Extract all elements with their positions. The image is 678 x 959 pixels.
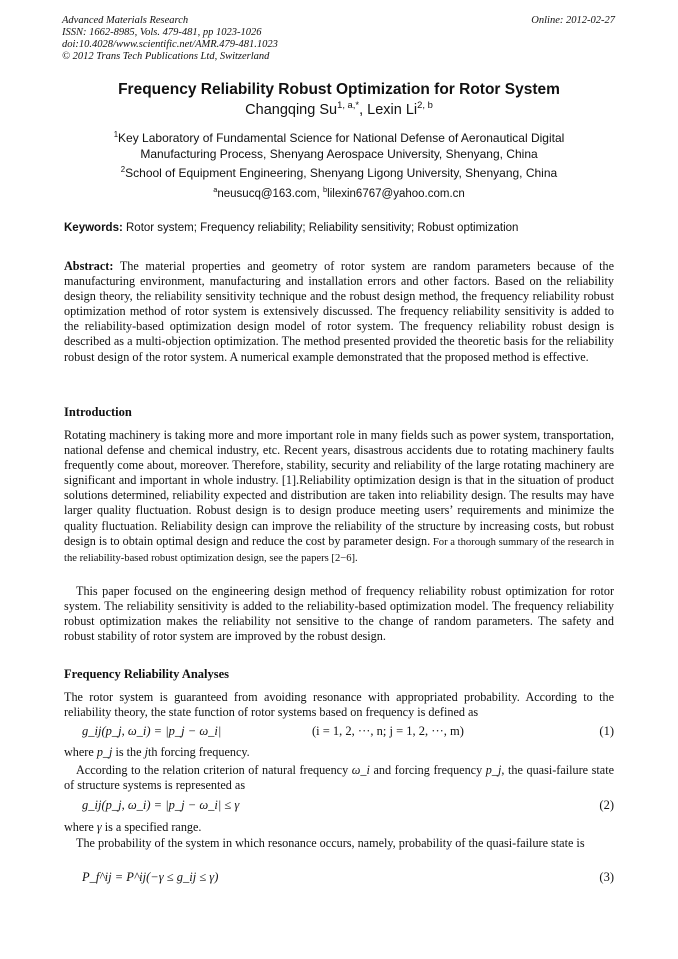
issn-line: ISSN: 1662-8985, Vols. 479-481, pp 1023-1026	[62, 27, 262, 38]
author-1: Changqing Su	[245, 102, 338, 118]
p2-natural-frequency: ω_i	[351, 763, 370, 777]
journal-name: Advanced Materials Research	[62, 15, 189, 26]
affiliation-1-number: 1	[113, 130, 119, 139]
equation-3	[64, 870, 614, 888]
equation-3-number: (3)	[599, 870, 614, 884]
email-b: lilexin6767@yahoo.com.cn	[327, 188, 465, 200]
paper-title: Frequency Reliability Robust Optimization for Rotor System	[118, 81, 560, 98]
intro-paragraph-2: This paper focused on the engineering design method of frequency reliability robust optimization for rotor system. The reliability sensitivity is added to the reliability-based optimization model. The frequency reliability robust optimization makes the reliability not sensitive to the change of random parameters. The safety and robust stability of rotor system are improved by the robust design.	[64, 584, 614, 644]
keywords	[64, 222, 616, 234]
frequency-heading: Frequency Reliability Analyses	[64, 667, 230, 681]
where-2	[64, 820, 614, 835]
p2-forcing-frequency: p_j	[485, 763, 502, 777]
p2-text-a: According to the relation criterion of natural frequency	[76, 763, 352, 777]
where-1-j: j	[144, 745, 148, 759]
abstract-label: Abstract:	[64, 259, 114, 273]
equation-2-number: (2)	[599, 798, 614, 812]
affiliation-2-number: 2	[120, 165, 126, 174]
online-date: Online: 2012-02-27	[531, 15, 615, 26]
intro-p1-small-text: For a thorough summary of the research in the reliability-based robust optimization design, see the papers [2−6].	[64, 536, 614, 564]
intro-p1-text: Rotating machinery is taking more and more important role in many fields such as power system, transportation, national defense and chemical industry, etc. Recent years, disastrous accidents due to rotating machinery faults frequently come about, moreover. Therefore, stability, security and reliability of the large rotating machinery are significant and important in whole industry. [1].Reliability optimization design is that in the situation of product solutions determined, reliability expected and distribution are taken into reliability design. The results may have larger quality fluctuation. Robust design is to design produce meeting users’ requirements and minimize the quality fluctuation. Reliability design can improve the reliability of the structure by increasing costs, but robust design is to obtain optimal design and reduce the cost by parameter design.	[64, 428, 614, 548]
introduction-heading: Introduction	[64, 405, 132, 419]
author-1-affil: 1, a,*	[337, 99, 360, 111]
intro-paragraph-1	[64, 428, 614, 566]
frequency-paragraph-2	[64, 763, 614, 793]
doi-line: doi:10.4028/www.scientific.net/AMR.479-481.1023	[62, 39, 278, 50]
keywords-label: Keywords:	[64, 222, 123, 234]
p2-text-b: and forcing frequency	[369, 763, 486, 777]
frequency-paragraph-3: The probability of the system in which resonance occurs, namely, probability of the quasi-failure state is	[76, 836, 585, 850]
keywords-text: Rotor system; Frequency reliability; Reliability sensitivity; Robust optimization	[122, 222, 519, 234]
email-line	[0, 185, 678, 200]
author-2-affil: 2, b	[417, 99, 433, 111]
affiliation-1-line2: Manufacturing Process, Shenyang Aerospace University, Shenyang, China	[140, 147, 538, 161]
abstract	[64, 259, 614, 365]
equation-1-condition: (i = 1, 2, ···, n; j = 1, 2, ···, m)	[312, 724, 464, 738]
where-1-variable: p_j	[96, 745, 113, 759]
where-1-text-b: is the	[112, 745, 145, 759]
equation-3-lhs: P_f^ij = P^ij(−γ ≤ g_ij ≤ γ)	[82, 870, 219, 884]
where-2-text-b: is a specified range.	[101, 820, 202, 834]
where-1-text-c: th forcing frequency.	[147, 745, 250, 759]
email-a-sup: a	[213, 185, 218, 195]
equation-2-lhs: g_ij(p_j, ω_i) = |p_j − ω_i| ≤ γ	[82, 798, 240, 812]
equation-1-number: (1)	[599, 724, 614, 738]
abstract-text: The material properties and geometry of rotor system are random parameters because of the manufacturing environment, manufacturing and installation errors and other factors. Based on the reliability design theory, the reliability sensitivity technique and the robust design method, the frequency reliability robust optimization method of rotor system is extensively discussed. The frequency reliability sensitivity is added to the reliability-based optimization design model of rotor system. The frequency reliability robust design is described as a multi-objection optimization. The method presented provided the theoretic basis for the reliability robust design of the rotor system. A numerical example demonstrated that the proposed method is effective.	[64, 259, 614, 364]
equation-2	[64, 798, 614, 816]
where-2-variable: γ	[96, 820, 102, 834]
author-2: Lexin Li	[367, 102, 418, 118]
author-separator: ,	[359, 102, 368, 118]
p2-text-c: , the quasi-failure state of structure systems is represented as	[64, 763, 614, 793]
affiliation-1	[0, 130, 678, 162]
journal-header	[62, 15, 278, 63]
email-b-sup: b	[323, 185, 328, 195]
email-a: neusucq@163.com,	[217, 188, 324, 200]
affiliation-2	[0, 166, 678, 180]
where-1	[64, 745, 614, 760]
equation-1-lhs: g_ij(p_j, ω_i) = |p_j − ω_i|	[82, 724, 222, 738]
affiliation-1-line1: Key Laboratory of Fundamental Science for National Defense of Aeronautical Digital	[118, 131, 565, 145]
frequency-paragraph-1: The rotor system is guaranteed from avoiding resonance with appropriated probability. According to the reliability theory, the state function of rotor systems based on frequency is defined as	[64, 690, 614, 720]
affiliation-2-text: School of Equipment Engineering, Shenyang Ligong University, Shenyang, China	[125, 166, 558, 180]
equation-1	[64, 724, 614, 742]
author-line	[0, 99, 678, 118]
where-1-text-a: where	[64, 745, 97, 759]
where-2-text-a: where	[64, 820, 97, 834]
copyright-line: © 2012 Trans Tech Publications Ltd, Switzerland	[62, 51, 270, 62]
